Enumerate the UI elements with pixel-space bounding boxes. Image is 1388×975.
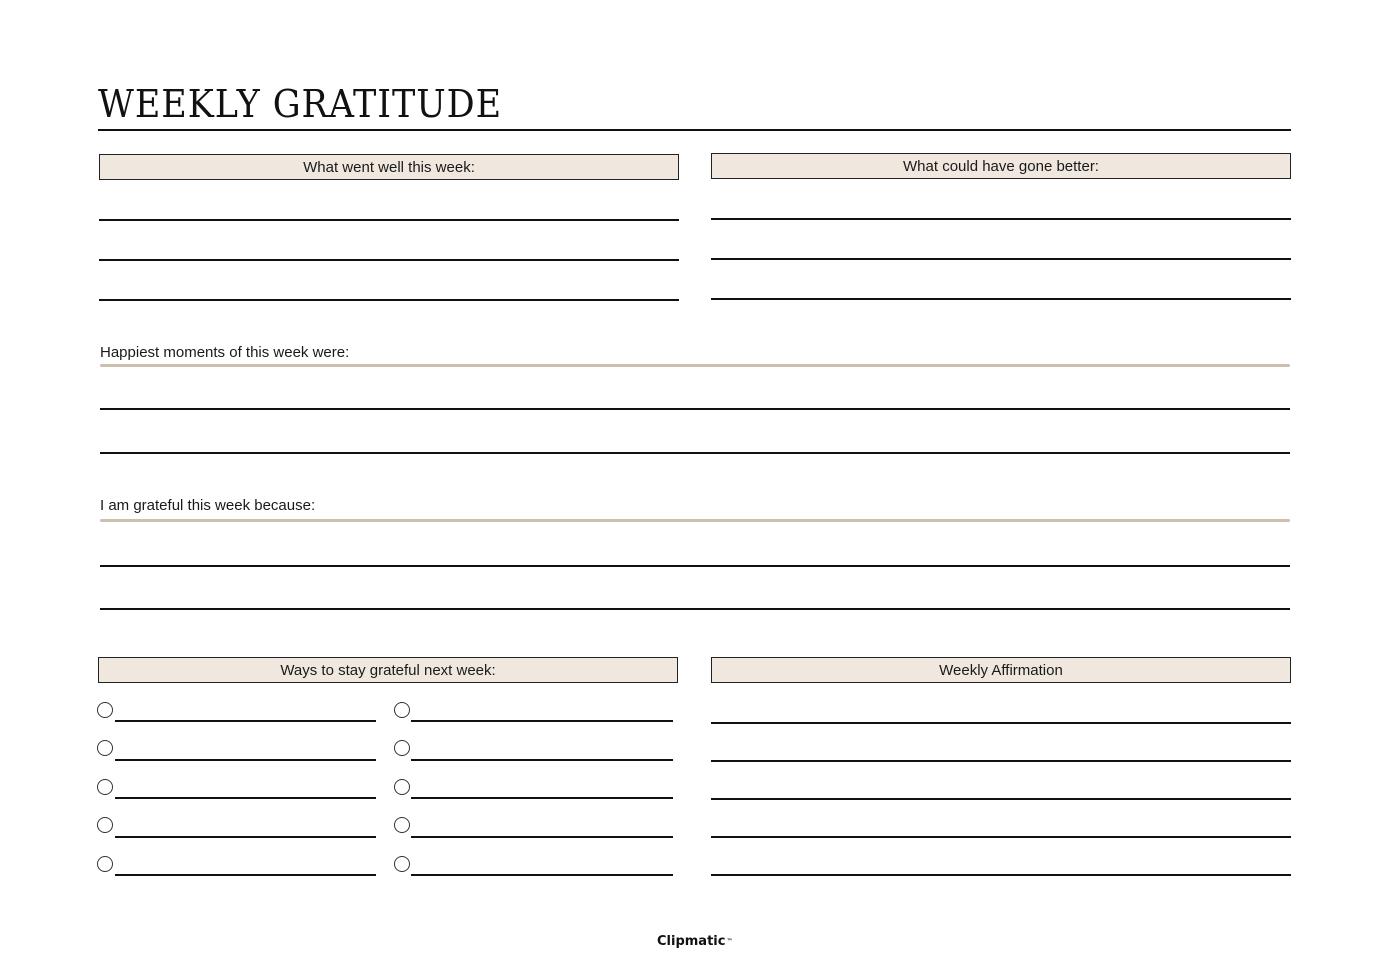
checklist-line[interactable] <box>411 797 673 799</box>
checklist-line[interactable] <box>115 759 376 761</box>
checkbox-circle-icon[interactable] <box>394 779 410 795</box>
checkbox-circle-icon[interactable] <box>394 817 410 833</box>
trademark-mark: ™ <box>726 937 733 945</box>
went-well-line-1[interactable] <box>99 219 679 221</box>
affirmation-line-4[interactable] <box>711 836 1291 838</box>
stay-grateful-label: Ways to stay grateful next week: <box>280 661 496 679</box>
grateful-accent-rule <box>100 519 1290 522</box>
checklist-line[interactable] <box>115 836 376 838</box>
checkbox-circle-icon[interactable] <box>394 702 410 718</box>
gone-better-header <box>711 153 1291 179</box>
checklist-line[interactable] <box>411 720 673 722</box>
affirmation-label: Weekly Affirmation <box>939 661 1063 679</box>
title-underline <box>98 129 1291 131</box>
gone-better-label: What could have gone better: <box>903 157 1099 175</box>
checkbox-circle-icon[interactable] <box>97 702 113 718</box>
affirmation-line-3[interactable] <box>711 798 1291 800</box>
checklist-line[interactable] <box>115 874 376 876</box>
stay-grateful-header <box>98 657 678 683</box>
checklist-line[interactable] <box>115 797 376 799</box>
happiest-accent-rule <box>100 364 1290 367</box>
checklist-line[interactable] <box>411 874 673 876</box>
grateful-line-1[interactable] <box>100 565 1290 567</box>
affirmation-header <box>711 657 1291 683</box>
happiest-line-1[interactable] <box>100 408 1290 410</box>
checkbox-circle-icon[interactable] <box>97 817 113 833</box>
went-well-line-3[interactable] <box>99 299 679 301</box>
checkbox-circle-icon[interactable] <box>394 740 410 756</box>
went-well-line-2[interactable] <box>99 259 679 261</box>
happiest-label: Happiest moments of this week were: <box>100 344 350 361</box>
checkbox-circle-icon[interactable] <box>97 740 113 756</box>
went-well-header <box>99 154 679 180</box>
checklist-line[interactable] <box>411 759 673 761</box>
checklist-line[interactable] <box>411 836 673 838</box>
grateful-label: I am grateful this week because: <box>100 497 316 514</box>
page-title: WEEKLY GRATITUDE <box>98 82 503 126</box>
checkbox-circle-icon[interactable] <box>97 856 113 872</box>
checkbox-circle-icon[interactable] <box>394 856 410 872</box>
affirmation-line-5[interactable] <box>711 874 1291 876</box>
affirmation-line-1[interactable] <box>711 722 1291 724</box>
checklist-line[interactable] <box>115 720 376 722</box>
checkbox-circle-icon[interactable] <box>97 779 113 795</box>
affirmation-line-2[interactable] <box>711 760 1291 762</box>
gone-better-line-3[interactable] <box>711 298 1291 300</box>
grateful-line-2[interactable] <box>100 608 1290 610</box>
brand-name: Clipmatic <box>657 933 726 949</box>
happiest-line-2[interactable] <box>100 452 1290 454</box>
gone-better-line-2[interactable] <box>711 258 1291 260</box>
went-well-label: What went well this week: <box>303 158 475 176</box>
gone-better-line-1[interactable] <box>711 218 1291 220</box>
brand-logo <box>657 932 737 950</box>
